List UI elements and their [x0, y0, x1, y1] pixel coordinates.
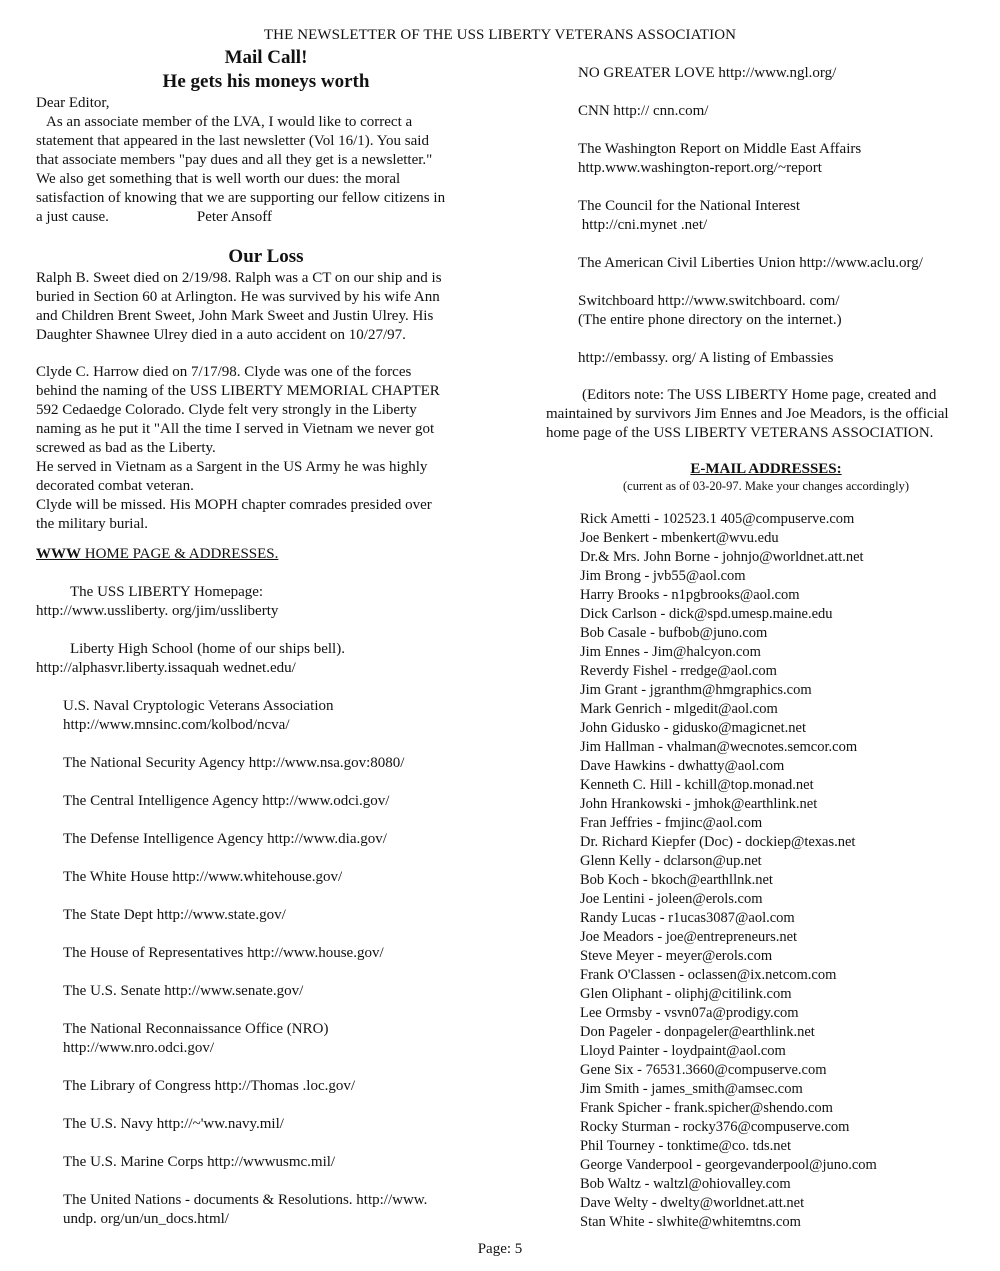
email-entry[interactable]: Frank O'Classen - oclassen@ix.netcom.com — [580, 967, 837, 983]
email-entry[interactable]: Fran Jeffries - fmjinc@aol.com — [580, 815, 763, 831]
www-link-text[interactable]: The USS LIBERTY Homepage: — [70, 584, 264, 600]
loss-line: Clyde C. Harrow died on 7/17/98. Clyde was one of the forces — [36, 364, 412, 380]
email-entry[interactable]: Bob Waltz - waltzl@ohiovalley.com — [580, 1176, 791, 1192]
email-entry[interactable]: Glen Oliphant - oliphj@citilink.com — [580, 986, 792, 1002]
right-column — [546, 64, 986, 1232]
right-link-url[interactable]: http://cni.mynet .net/ — [578, 217, 708, 233]
letter-line: that associate members "pay dues and all they get is a newsletter." — [36, 152, 433, 168]
www-link-text[interactable]: The White House http://www.whitehouse.gov/ — [63, 869, 343, 885]
www-link-text[interactable]: The United Nations - documents & Resolutions. http://www. — [63, 1192, 428, 1208]
www-link-item — [36, 830, 496, 849]
right-link-text[interactable]: http://embassy. org/ A listing of Embassies — [578, 350, 834, 366]
email-entry[interactable]: Rocky Sturman - rocky376@compuserve.com — [580, 1119, 850, 1135]
email-entry[interactable]: Jim Smith - james_smith@amsec.com — [580, 1081, 803, 1097]
email-entry[interactable]: Randy Lucas - r1ucas3087@aol.com — [580, 910, 795, 926]
letter-line: We also get something that is well worth our dues: the moral — [36, 171, 401, 187]
www-link-item — [36, 1020, 496, 1058]
editors-note-line: (Editors note: The USS LIBERTY Home page, created and — [582, 387, 937, 403]
www-link-item — [36, 868, 496, 887]
email-entry[interactable]: Dave Hawkins - dwhatty@aol.com — [580, 758, 785, 774]
loss-title: Our Loss — [228, 246, 304, 267]
email-entry[interactable]: Rick Ametti - 102523.1 405@compuserve.com — [580, 511, 855, 527]
www-link-text[interactable]: The U.S. Navy http://~'ww.navy.mil/ — [63, 1116, 284, 1132]
email-entry[interactable]: John Hrankowski - jmhok@earthlink.net — [580, 796, 818, 812]
right-link-item — [546, 349, 986, 368]
editors-note — [546, 386, 986, 443]
right-link-item — [546, 102, 986, 121]
www-link-text[interactable]: The Library of Congress http://Thomas .loc.gov/ — [63, 1078, 356, 1094]
loss-para-1 — [36, 269, 496, 345]
www-link-item — [36, 982, 496, 1001]
www-link-text[interactable]: The U.S. Senate http://www.senate.gov/ — [63, 983, 304, 999]
email-entry[interactable]: Kenneth C. Hill - kchill@top.monad.net — [580, 777, 814, 793]
email-subtitle: (current as of 03-20-97. Make your changes accordingly) — [622, 479, 909, 493]
right-link-list — [546, 64, 986, 368]
email-entry[interactable]: Jim Hallman - vhalman@wecnotes.semcor.com — [580, 739, 858, 755]
loss-line: decorated combat veteran. — [36, 478, 194, 494]
email-entry[interactable]: Joe Benkert - mbenkert@wvu.edu — [580, 530, 779, 546]
www-link-item — [36, 792, 496, 811]
right-link-text[interactable]: NO GREATER LOVE http://www.ngl.org/ — [578, 65, 837, 81]
email-entry[interactable]: Lloyd Painter - loydpaint@aol.com — [580, 1043, 786, 1059]
www-link-text[interactable]: The State Dept http://www.state.gov/ — [63, 907, 286, 923]
letter-line: As an associate member of the LVA, I would like to correct a — [46, 114, 413, 130]
www-link-item — [36, 1191, 496, 1229]
www-link-url[interactable]: http://www.mnsinc.com/kolbod/ncva/ — [63, 717, 290, 733]
email-entry[interactable]: Phil Tourney - tonktime@co. tds.net — [580, 1138, 792, 1154]
right-link-item — [546, 292, 986, 330]
email-entry[interactable]: Dave Welty - dwelty@worldnet.att.net — [580, 1195, 805, 1211]
email-entry[interactable]: Joe Meadors - joe@entrepreneurs.net — [580, 929, 798, 945]
www-link-item — [36, 1115, 496, 1134]
letter-line-last — [36, 208, 496, 227]
loss-line: Daughter Shawnee Ulrey died in a auto accident on 10/27/97. — [36, 327, 406, 343]
www-link-text[interactable]: The Central Intelligence Agency http://www.odci.gov/ — [63, 793, 390, 809]
right-link-text[interactable]: The Washington Report on Middle East Affairs — [578, 141, 862, 157]
www-heading-bold: WWW — [36, 546, 81, 562]
email-entry[interactable]: Jim Ennes - Jim@halcyon.com — [580, 644, 761, 660]
email-entry[interactable]: Mark Genrich - mlgedit@aol.com — [580, 701, 778, 717]
newsletter-header: THE NEWSLETTER OF THE USS LIBERTY VETERANS ASSOCIATION — [263, 27, 737, 43]
editors-note-line: home page of the USS LIBERTY VETERANS ASSOCIATION. — [546, 425, 934, 441]
email-entry[interactable]: Harry Brooks - n1pgbrooks@aol.com — [580, 587, 800, 603]
right-link-text[interactable]: The Council for the National Interest — [578, 198, 801, 214]
email-entry[interactable]: Reverdy Fishel - rredge@aol.com — [580, 663, 777, 679]
email-entry[interactable]: Bob Koch - bkoch@earthllnk.net — [580, 872, 773, 888]
email-entry[interactable]: Dick Carlson - dick@spd.umesp.maine.edu — [580, 606, 833, 622]
left-column — [36, 46, 496, 1229]
letter-signature: Peter Ansoff — [196, 209, 273, 225]
email-entry[interactable]: Don Pageler - donpageler@earthlink.net — [580, 1024, 815, 1040]
loss-line: behind the naming of the USS LIBERTY MEMORIAL CHAPTER — [36, 383, 440, 399]
loss-line: He served in Vietnam as a Sargent in the US Army he was highly — [36, 459, 428, 475]
www-link-text[interactable]: The National Reconnaissance Office (NRO) — [63, 1021, 329, 1037]
loss-line: and Children Brent Sweet, John Mark Sweet and Justin Ulrey. His — [36, 308, 434, 324]
mailcall-title: Mail Call! — [224, 47, 308, 68]
www-link-item — [36, 1153, 496, 1172]
loss-line: buried in Section 60 at Arlington. He was survived by his wife Ann — [36, 289, 440, 305]
loss-line: the military burial. — [36, 516, 149, 532]
email-entry[interactable]: Steve Meyer - meyer@erols.com — [580, 948, 773, 964]
email-entry[interactable]: Joe Lentini - joleen@erols.com — [580, 891, 763, 907]
email-entry[interactable]: John Gidusko - gidusko@magicnet.net — [580, 720, 806, 736]
www-link-url[interactable]: http://www.nro.odci.gov/ — [63, 1040, 215, 1056]
www-heading-rest: HOME PAGE & ADDRESSES. — [81, 546, 279, 562]
email-entry[interactable]: Lee Ormsby - vsvn07a@prodigy.com — [580, 1005, 799, 1021]
email-entry[interactable]: George Vanderpool - georgevanderpool@juno.com — [580, 1157, 877, 1173]
www-link-text[interactable]: The Defense Intelligence Agency http://www.dia.gov/ — [63, 831, 387, 847]
letter-line: statement that appeared in the last newsletter (Vol 16/1). You said — [36, 133, 429, 149]
email-entry[interactable]: Stan White - slwhite@whitemtns.com — [580, 1214, 801, 1230]
email-title: E-MAIL ADDRESSES: — [690, 461, 842, 477]
editors-note-line: maintained by survivors Jim Ennes and Joe Meadors, is the official — [546, 406, 949, 422]
right-link-text[interactable]: The American Civil Liberties Union http://www.aclu.org/ — [578, 255, 923, 271]
www-link-text[interactable]: The National Security Agency http://www.nsa.gov:8080/ — [63, 755, 405, 771]
www-link-text[interactable]: The House of Representatives http://www.house.gov/ — [63, 945, 384, 961]
www-link-item — [36, 944, 496, 963]
loss-line: Ralph B. Sweet died on 2/19/98. Ralph was a CT on our ship and is — [36, 270, 442, 286]
www-link-item — [36, 583, 496, 621]
www-link-url[interactable]: http://www.ussliberty. org/jim/ussliberty — [36, 603, 279, 619]
letter-line: satisfaction of knowing that we are supporting our fellow citizens in — [36, 190, 446, 206]
www-link-url[interactable]: undp. org/un/un_docs.html/ — [63, 1211, 229, 1227]
www-link-item — [36, 754, 496, 773]
loss-line: screwed as bad as the Liberty. — [36, 440, 216, 456]
loss-line: Clyde will be missed. His MOPH chapter comrades presided over — [36, 497, 432, 513]
www-link-text[interactable]: Liberty High School (home of our ships bell). — [70, 641, 345, 657]
right-link-text[interactable]: CNN http:// cnn.com/ — [578, 103, 709, 119]
right-link-item — [546, 197, 986, 235]
email-entry[interactable]: Dr.& Mrs. John Borne - johnjo@worldnet.att.net — [580, 549, 864, 565]
right-link-url[interactable]: http.www.washington-report.org/~report — [578, 160, 822, 176]
mailcall-letter — [36, 113, 496, 227]
www-link-item — [36, 1077, 496, 1096]
right-link-url[interactable]: (The entire phone directory on the internet.) — [578, 312, 842, 328]
www-link-text[interactable]: The U.S. Marine Corps http://wwwusmc.mil/ — [63, 1154, 336, 1170]
loss-line: naming as he put it "All the time I served in Vietnam we never got — [36, 421, 435, 437]
email-entry[interactable]: Jim Grant - jgranthm@hmgraphics.com — [580, 682, 812, 698]
www-link-url[interactable]: http://alphasvr.liberty.issaquah wednet.edu/ — [36, 660, 296, 676]
www-link-item — [36, 640, 496, 678]
right-link-item — [546, 140, 986, 178]
www-heading — [36, 546, 496, 563]
email-entry[interactable]: Glenn Kelly - dclarson@up.net — [580, 853, 762, 869]
www-link-item — [36, 906, 496, 925]
email-list — [580, 510, 986, 1232]
email-entry[interactable]: Dr. Richard Kiepfer (Doc) - dockiep@texas.net — [580, 834, 856, 850]
www-link-list — [36, 583, 496, 1229]
loss-para-2 — [36, 363, 496, 534]
email-entry[interactable]: Gene Six - 76531.3660@compuserve.com — [580, 1062, 827, 1078]
loss-line: 592 Cedaedge Colorado. Clyde felt very strongly in the Liberty — [36, 402, 417, 418]
right-link-text[interactable]: Switchboard http://www.switchboard. com/ — [578, 293, 840, 309]
email-entry[interactable]: Frank Spicher - frank.spicher@shendo.com — [580, 1100, 833, 1116]
www-link-text[interactable]: U.S. Naval Cryptologic Veterans Association — [63, 698, 334, 714]
email-entry[interactable]: Bob Casale - bufbob@juno.com — [580, 625, 768, 641]
letter-last-text: a just cause. — [36, 209, 109, 225]
salutation: Dear Editor, — [36, 95, 110, 111]
right-link-item — [546, 64, 986, 83]
right-link-item — [546, 254, 986, 273]
page-number: Page: 5 — [477, 1241, 523, 1257]
www-link-item — [36, 697, 496, 735]
email-entry[interactable]: Jim Brong - jvb55@aol.com — [580, 568, 746, 584]
mailcall-subtitle: He gets his moneys worth — [162, 71, 370, 92]
